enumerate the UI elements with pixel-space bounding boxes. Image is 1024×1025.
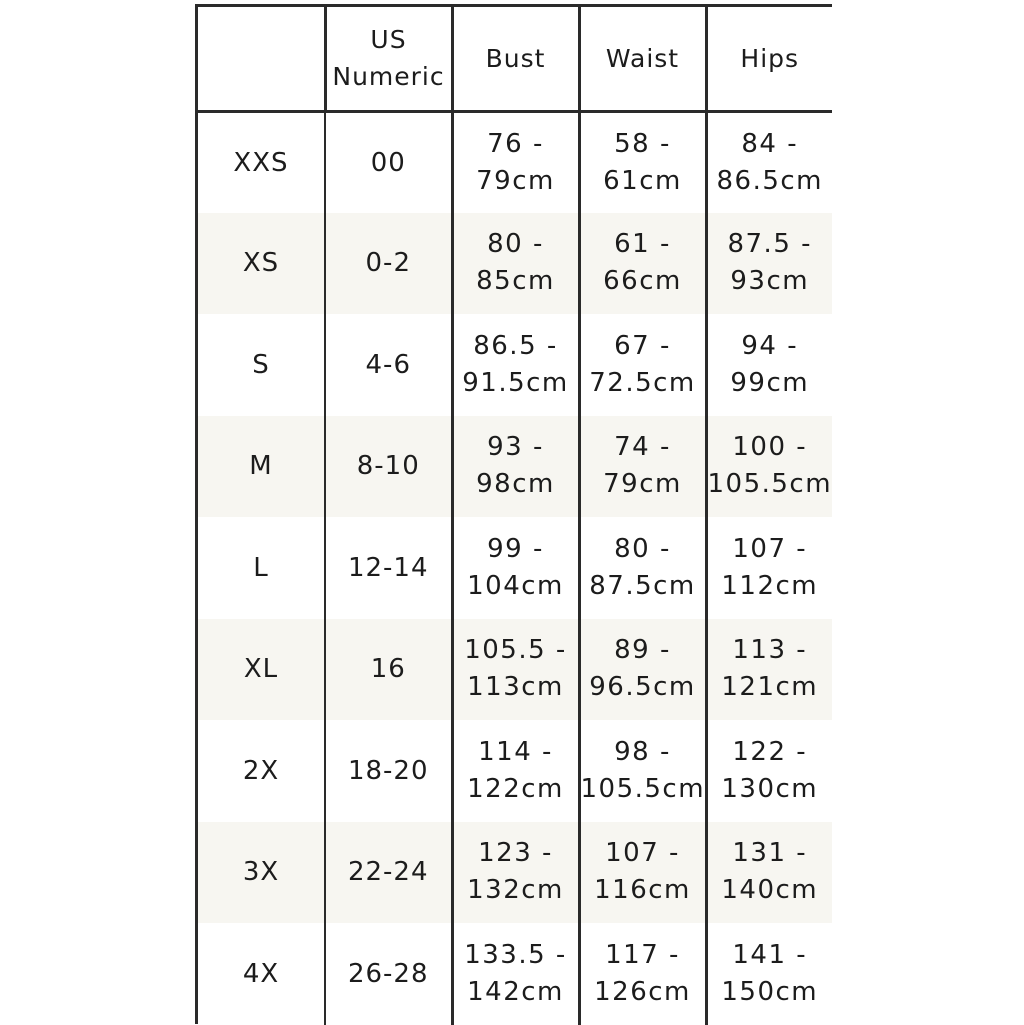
bust-value-line: 133.5 - xyxy=(464,939,567,970)
hips-value-line: 113 - xyxy=(732,635,808,666)
hips-value-line: 84 - xyxy=(741,128,799,159)
us-numeric-value: 16 xyxy=(325,619,452,721)
header-us-numeric-line2: Numeric xyxy=(332,62,445,92)
size-chart xyxy=(195,4,832,1024)
header-size xyxy=(198,7,325,111)
bust-value-line: 142cm xyxy=(467,976,564,1007)
us-numeric-value: 22-24 xyxy=(325,822,452,924)
hips-value-line: 150cm xyxy=(721,976,819,1007)
hips-value xyxy=(706,923,832,1025)
waist-value-line: 79cm xyxy=(603,469,682,500)
table-row xyxy=(198,314,832,416)
header-hips: Hips xyxy=(706,7,832,111)
waist-value xyxy=(579,111,706,213)
waist-value-line: 61cm xyxy=(603,165,682,196)
size-label: M xyxy=(249,451,273,482)
table-row xyxy=(198,111,832,213)
hips-value xyxy=(706,111,832,213)
hips-value-line: 100 - xyxy=(732,432,808,463)
bust-value-line: 122cm xyxy=(467,773,564,804)
hips-value xyxy=(706,517,832,619)
waist-value xyxy=(579,923,706,1025)
hips-value xyxy=(706,720,832,822)
table-row xyxy=(198,517,832,619)
size-label: XL xyxy=(243,654,279,685)
bust-value-line: 80 - xyxy=(487,229,544,260)
hips-value-line: 122 - xyxy=(732,736,808,767)
header-us-numeric-line1: US xyxy=(370,25,407,55)
waist-value-line: 105.5cm xyxy=(580,773,706,804)
table-row xyxy=(198,213,832,315)
us-numeric-value: 8-10 xyxy=(325,416,452,518)
waist-value xyxy=(579,619,706,721)
bust-value-line: 113cm xyxy=(467,672,564,703)
bust-value-line: 99 - xyxy=(487,533,544,564)
waist-value-line: 116cm xyxy=(594,875,691,906)
hips-value-line: 99cm xyxy=(730,367,810,398)
size-label: XS xyxy=(242,248,280,279)
waist-value xyxy=(579,517,706,619)
waist-value xyxy=(579,822,706,924)
bust-value-line: 105.5 - xyxy=(464,635,567,666)
us-numeric-value: 18-20 xyxy=(325,720,452,822)
bust-value-line: 85cm xyxy=(476,266,555,297)
hips-value-line: 112cm xyxy=(721,570,819,601)
hips-value-line: 140cm xyxy=(721,875,819,906)
waist-value-line: 87.5cm xyxy=(589,570,696,601)
size-label: 2X xyxy=(242,755,280,786)
bust-value-line: 76 - xyxy=(487,128,544,159)
bust-value-line: 79cm xyxy=(476,165,555,196)
hips-value xyxy=(706,314,832,416)
bust-value xyxy=(452,720,579,822)
waist-value-line: 89 - xyxy=(614,635,671,666)
bust-value xyxy=(452,923,579,1025)
bust-value xyxy=(452,517,579,619)
waist-value-line: 80 - xyxy=(614,533,671,564)
bust-value-line: 104cm xyxy=(467,570,564,601)
size-label: 4X xyxy=(242,958,280,989)
bust-value-line: 86.5 - xyxy=(473,330,558,361)
hips-value xyxy=(706,416,832,518)
us-numeric-value: 26-28 xyxy=(325,923,452,1025)
us-numeric-value: 0-2 xyxy=(325,213,452,315)
waist-value-line: 72.5cm xyxy=(589,367,696,398)
hips-value-line: 121cm xyxy=(721,672,819,703)
size-table xyxy=(198,7,832,1025)
us-numeric-value: 00 xyxy=(325,111,452,213)
waist-value xyxy=(579,314,706,416)
header-waist: Waist xyxy=(579,7,706,111)
waist-value-line: 67 - xyxy=(614,330,671,361)
size-label: L xyxy=(253,552,269,583)
bust-value xyxy=(452,111,579,213)
table-row xyxy=(198,720,832,822)
waist-value-line: 98 - xyxy=(614,736,671,767)
bust-value-line: 93 - xyxy=(487,432,544,463)
bust-value xyxy=(452,619,579,721)
hips-value-line: 141 - xyxy=(732,939,808,970)
bust-value xyxy=(452,213,579,315)
hips-value-line: 86.5cm xyxy=(716,165,823,196)
bust-value-line: 98cm xyxy=(476,469,555,500)
us-numeric-value: 12-14 xyxy=(325,517,452,619)
header-row xyxy=(198,7,832,111)
bust-value xyxy=(452,314,579,416)
waist-value-line: 117 - xyxy=(605,939,680,970)
hips-value xyxy=(706,822,832,924)
hips-value-line: 107 - xyxy=(732,533,808,564)
waist-value-line: 74 - xyxy=(614,432,671,463)
bust-value-line: 114 - xyxy=(478,736,553,767)
table-row xyxy=(198,923,832,1025)
size-label: S xyxy=(252,349,270,380)
header-bust: Bust xyxy=(452,7,579,111)
hips-value xyxy=(706,213,832,315)
bust-value-line: 132cm xyxy=(467,875,564,906)
bust-value xyxy=(452,822,579,924)
waist-value xyxy=(579,213,706,315)
hips-value-line: 105.5cm xyxy=(707,469,833,500)
waist-value-line: 58 - xyxy=(614,128,671,159)
table-row xyxy=(198,822,832,924)
hips-value-line: 131 - xyxy=(732,838,808,869)
bust-value-line: 123 - xyxy=(478,838,553,869)
hips-value-line: 130cm xyxy=(721,773,819,804)
bust-value-line: 91.5cm xyxy=(462,367,569,398)
hips-value xyxy=(706,619,832,721)
hips-value-line: 94 - xyxy=(741,330,799,361)
waist-value-line: 61 - xyxy=(614,229,671,260)
header-us-numeric xyxy=(325,7,452,111)
waist-value-line: 107 - xyxy=(605,838,680,869)
waist-value xyxy=(579,720,706,822)
size-label: 3X xyxy=(242,857,280,888)
size-label: XXS xyxy=(233,147,289,178)
us-numeric-value: 4-6 xyxy=(325,314,452,416)
hips-value-line: 93cm xyxy=(730,266,810,297)
waist-value xyxy=(579,416,706,518)
waist-value-line: 96.5cm xyxy=(589,672,696,703)
table-row xyxy=(198,619,832,721)
waist-value-line: 126cm xyxy=(594,976,691,1007)
waist-value-line: 66cm xyxy=(603,266,682,297)
bust-value xyxy=(452,416,579,518)
hips-value-line: 87.5 - xyxy=(727,229,813,260)
table-row xyxy=(198,416,832,518)
